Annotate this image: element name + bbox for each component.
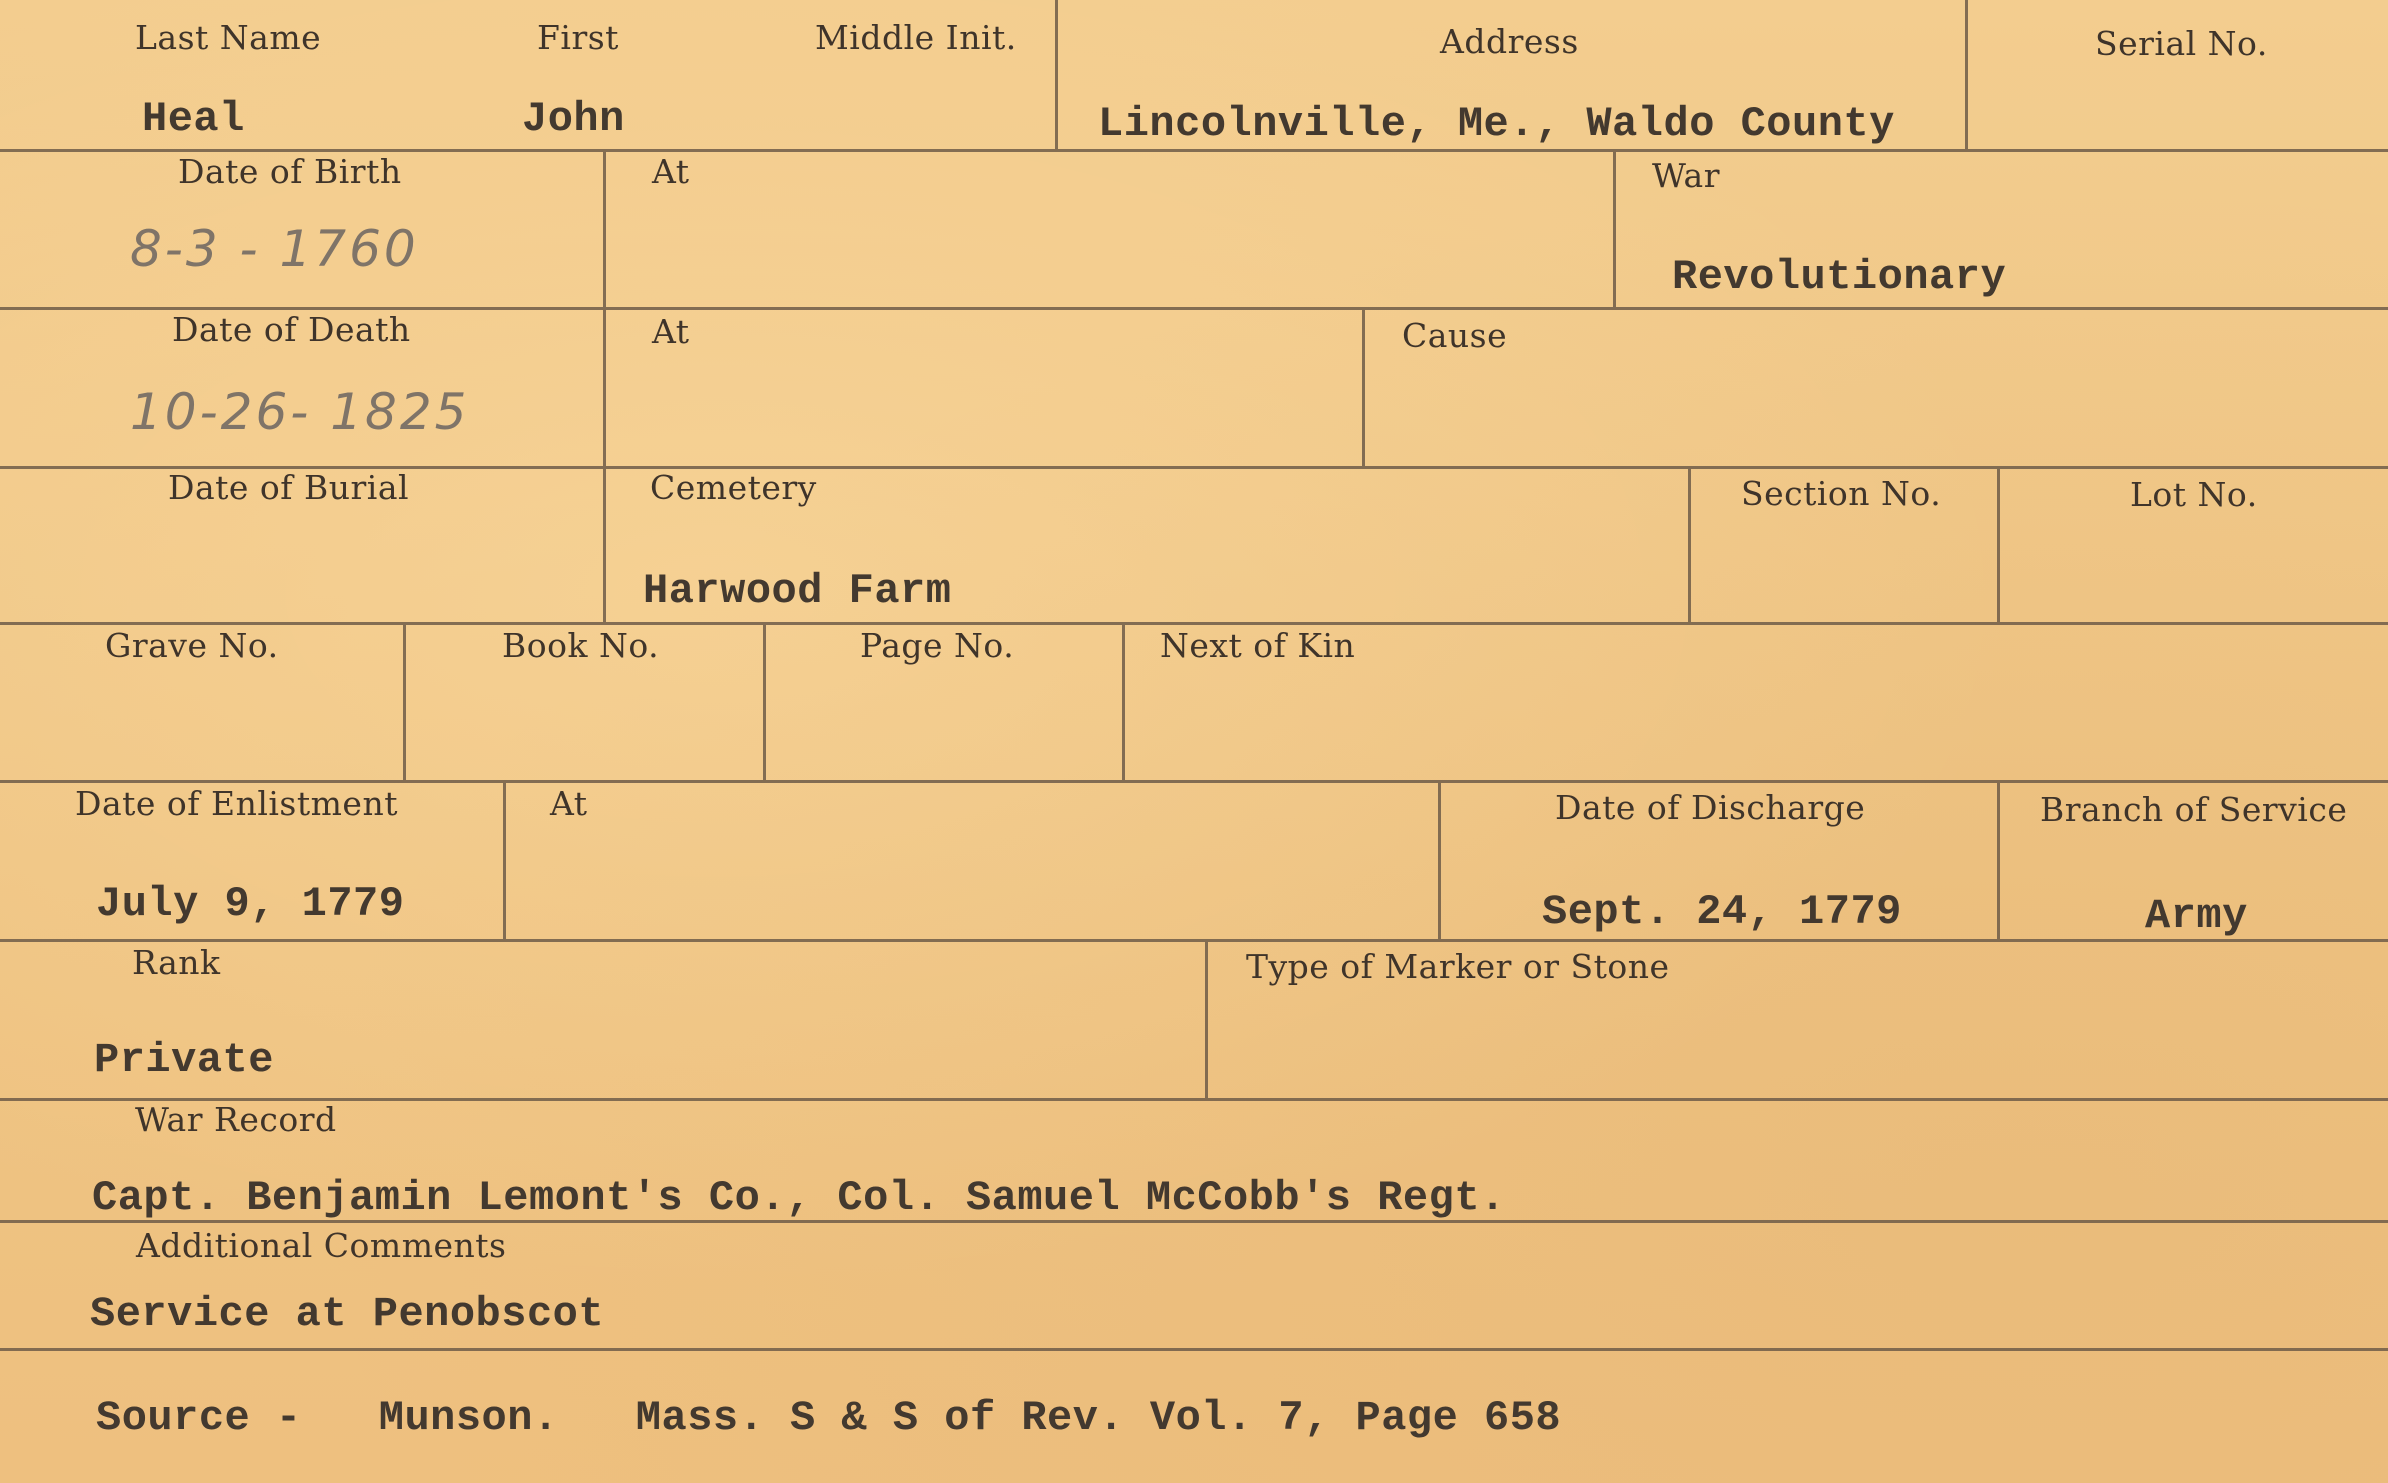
value-first: John <box>522 95 625 143</box>
label-date-of-burial: Date of Burial <box>168 468 410 507</box>
divider-discharge <box>1438 783 1441 939</box>
label-date-of-discharge: Date of Discharge <box>1555 788 1866 827</box>
divider-cause <box>1362 310 1365 466</box>
label-page-no: Page No. <box>860 626 1015 665</box>
divider-book <box>403 625 406 780</box>
label-first: First <box>537 18 619 57</box>
label-next-of-kin: Next of Kin <box>1160 626 1356 665</box>
divider-cemetery <box>603 469 606 622</box>
label-last-name: Last Name <box>135 18 322 57</box>
rule-5 <box>0 780 2388 783</box>
label-death-at: At <box>652 312 690 351</box>
label-rank: Rank <box>132 943 221 982</box>
divider-war <box>1613 152 1616 307</box>
value-date-of-death: 10-26- 1825 <box>130 383 470 441</box>
value-war-record: Capt. Benjamin Lemont's Co., Col. Samuel McCobb's Regt. <box>92 1174 1506 1222</box>
label-book-no: Book No. <box>502 626 660 665</box>
divider-death-at <box>603 310 606 466</box>
divider-lot <box>1997 469 2000 622</box>
label-date-of-enlistment: Date of Enlistment <box>75 784 398 823</box>
divider-kin <box>1122 625 1125 780</box>
label-war: War <box>1652 156 1720 195</box>
label-branch-of-service: Branch of Service <box>2040 790 2348 829</box>
label-additional-comments: Additional Comments <box>136 1226 507 1265</box>
value-address: Lincolnville, Me., Waldo County <box>1098 100 1895 148</box>
label-war-record: War Record <box>135 1100 337 1139</box>
divider-birth-at <box>603 152 606 307</box>
value-date-of-discharge: Sept. 24, 1779 <box>1542 888 1902 936</box>
label-lot-no: Lot No. <box>2130 475 2258 514</box>
label-birth-at: At <box>652 152 690 191</box>
rule-4 <box>0 622 2388 625</box>
label-cause: Cause <box>1402 316 1508 355</box>
rule-9 <box>0 1348 2388 1351</box>
value-date-of-enlistment: July 9, 1779 <box>96 880 405 928</box>
value-additional-comments: Service at Penobscot <box>90 1290 605 1338</box>
value-branch-of-service: Army <box>2145 892 2248 940</box>
label-address: Address <box>1440 22 1579 61</box>
divider-section <box>1688 469 1691 622</box>
value-war: Revolutionary <box>1672 253 2007 301</box>
label-marker-type: Type of Marker or Stone <box>1246 947 1670 986</box>
divider-address-left <box>1055 0 1058 149</box>
rule-7 <box>0 1098 2388 1101</box>
value-last-name: Heal <box>142 95 245 143</box>
divider-branch <box>1997 783 2000 939</box>
divider-enlist-at <box>503 783 506 939</box>
value-cemetery: Harwood Farm <box>643 567 952 615</box>
label-date-of-birth: Date of Birth <box>178 152 402 191</box>
label-section-no: Section No. <box>1741 474 1942 513</box>
rule-6 <box>0 939 2388 942</box>
divider-serial-left <box>1965 0 1968 149</box>
label-grave-no: Grave No. <box>105 626 279 665</box>
label-date-of-death: Date of Death <box>172 310 411 349</box>
value-source: Source - Munson. Mass. S & S of Rev. Vol. 7, Page 658 <box>96 1394 1562 1442</box>
label-middle-init: Middle Init. <box>815 18 1017 57</box>
value-date-of-birth: 8-3 - 1760 <box>130 220 419 278</box>
label-cemetery: Cemetery <box>650 468 817 507</box>
value-rank: Private <box>94 1036 274 1084</box>
divider-page <box>763 625 766 780</box>
divider-marker <box>1205 942 1208 1098</box>
label-serial-no: Serial No. <box>2095 24 2268 63</box>
label-enlistment-at: At <box>550 784 588 823</box>
